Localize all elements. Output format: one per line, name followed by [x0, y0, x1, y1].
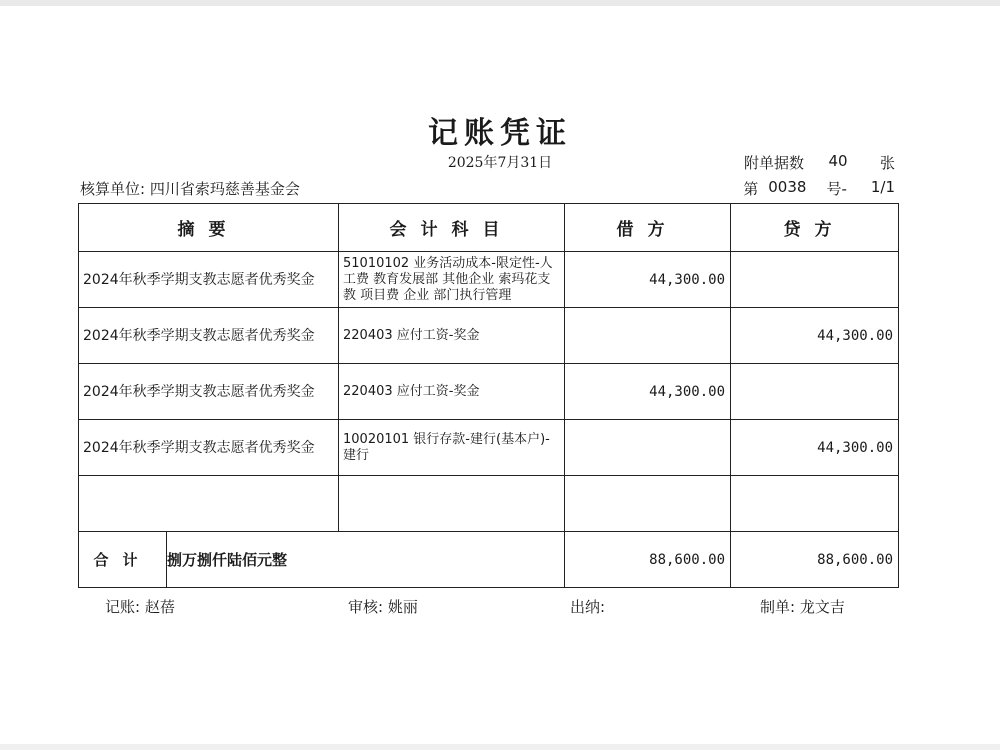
row-account: 10020101 银行存款-建行(基本户)-建行 [339, 420, 565, 476]
signature-line [0, 596, 1000, 618]
signature-reviewer [348, 596, 418, 617]
table-row [79, 308, 899, 364]
voucher-number [743, 178, 895, 199]
row-debit: 44,300.00 [565, 364, 731, 420]
table-row [79, 420, 899, 476]
row-debit [565, 308, 731, 364]
row-account: 220403 应付工资-奖金 [339, 364, 565, 420]
attachments-unit: 张 [879, 154, 895, 172]
attachments-count: 40 [828, 152, 848, 170]
table-row [79, 252, 899, 308]
row-account: 51010102 业务活动成本-限定性-人工费 教育发展部 其他企业 索玛花支教 项目费 企业 部门执行管理 [339, 252, 565, 308]
table-row-empty [79, 476, 899, 532]
row-summary: 2024年秋季学期支教志愿者优秀奖金 [79, 308, 339, 364]
signature-bookkeeper [105, 596, 175, 617]
table-row [79, 364, 899, 420]
attachments-label: 附单据数 [743, 154, 804, 172]
voucher-number-suffix: 号- [826, 180, 847, 198]
voucher-number-prefix: 第 [743, 180, 759, 198]
total-amount-words: 捌万捌仟陆佰元整 [167, 532, 565, 588]
row-summary: 2024年秋季学期支教志愿者优秀奖金 [79, 364, 339, 420]
header-account: 会计科目 [339, 204, 565, 252]
reviewer-name: 姚丽 [387, 598, 418, 616]
scan-edge-top [0, 0, 1000, 6]
total-credit: 88,600.00 [731, 532, 899, 588]
voucher-title: 记账凭证 [428, 116, 572, 151]
attachments-info [744, 152, 895, 173]
row-debit [565, 476, 731, 532]
row-credit [731, 252, 899, 308]
voucher-number-value: 0038 [768, 178, 807, 196]
row-account [339, 476, 565, 532]
row-summary [79, 476, 339, 532]
scan-edge-bottom [0, 744, 1000, 750]
accounting-unit [80, 178, 300, 199]
total-label: 合计 [79, 532, 167, 588]
row-credit: 44,300.00 [731, 420, 899, 476]
table-header-row [79, 204, 899, 252]
bookkeeper-name: 赵蓓 [144, 598, 175, 616]
reviewer-label: 审核: [348, 598, 384, 616]
preparer-label: 制单: [760, 598, 796, 616]
row-debit [565, 420, 731, 476]
header-credit: 贷方 [731, 204, 899, 252]
row-summary: 2024年秋季学期支教志愿者优秀奖金 [79, 252, 339, 308]
voucher-table [78, 203, 899, 588]
row-credit: 44,300.00 [731, 308, 899, 364]
signature-preparer [760, 596, 845, 617]
row-summary: 2024年秋季学期支教志愿者优秀奖金 [79, 420, 339, 476]
row-credit [731, 364, 899, 420]
cashier-label: 出纳: [570, 598, 606, 616]
accounting-unit-name: 四川省索玛慈善基金会 [149, 180, 300, 198]
header-summary: 摘要 [79, 204, 339, 252]
accounting-unit-label: 核算单位: [80, 180, 146, 198]
bookkeeper-label: 记账: [105, 598, 141, 616]
row-debit: 44,300.00 [565, 252, 731, 308]
total-row [79, 532, 899, 588]
voucher-page-count: 1/1 [870, 178, 895, 196]
voucher-date: 2025年7月31日 [447, 155, 553, 171]
header-debit: 借方 [565, 204, 731, 252]
total-debit: 88,600.00 [565, 532, 731, 588]
row-credit [731, 476, 899, 532]
row-account: 220403 应付工资-奖金 [339, 308, 565, 364]
signature-cashier [570, 596, 605, 617]
preparer-name: 龙文吉 [799, 598, 845, 616]
